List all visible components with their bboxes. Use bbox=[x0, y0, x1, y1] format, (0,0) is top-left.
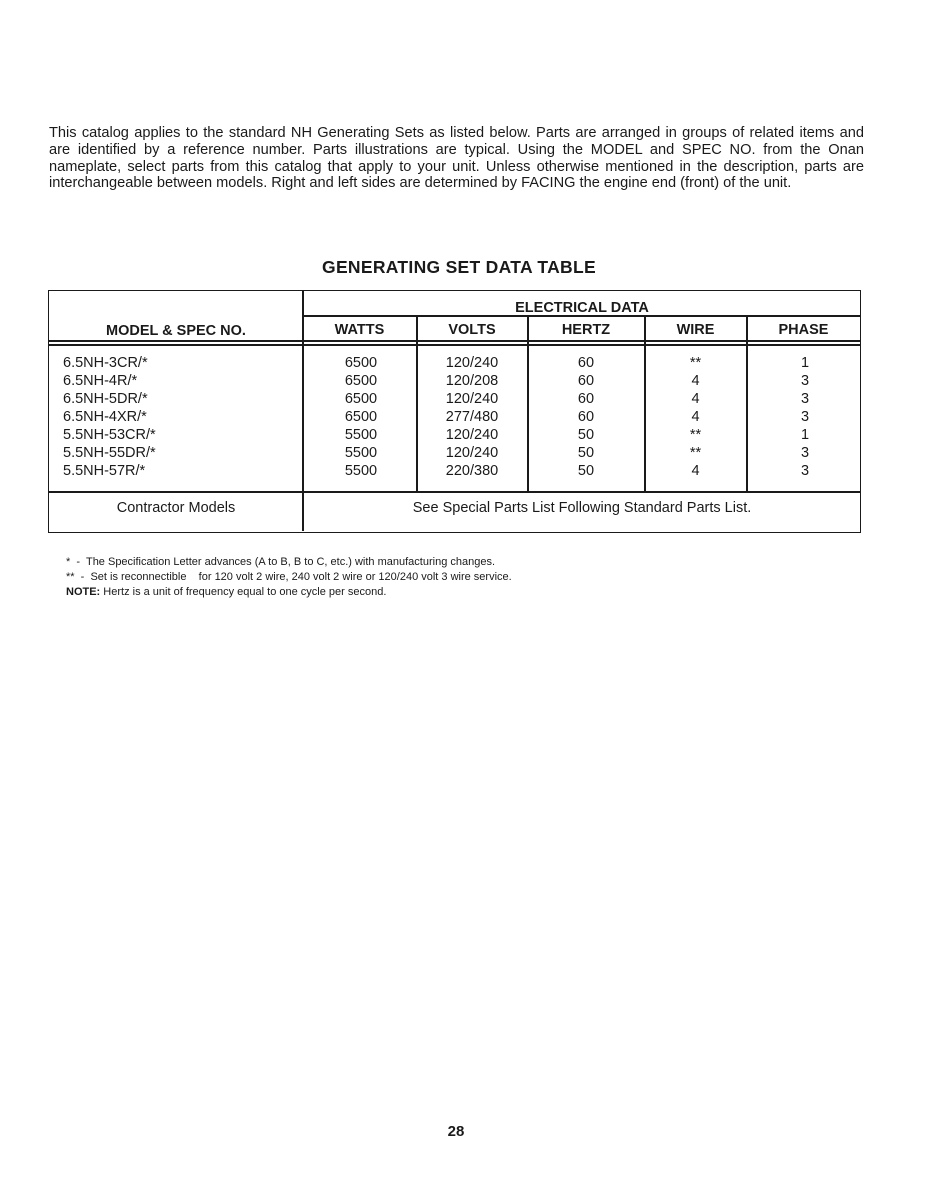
model-column bbox=[63, 354, 156, 480]
table-cell-watts: 6500 bbox=[344, 373, 378, 389]
table-cell-hertz: 50 bbox=[577, 463, 595, 479]
hertz-column bbox=[528, 354, 644, 480]
table-cell-wire: 4 bbox=[691, 391, 700, 407]
table-cell-wire: 4 bbox=[691, 463, 700, 479]
table-cell-hertz: 60 bbox=[577, 373, 595, 389]
divider-footer bbox=[49, 491, 860, 493]
intro-paragraph: This catalog applies to the standard NH Generating Sets as listed below. Parts are arranged in groups of related items and are identified by a reference number. Parts illustrations are typical. Using the MODEL and SPEC NO. from the Onan nameplate, select parts from this catalog that apply to your unit. Unless otherwise mentioned in the description, parts are interchangeable between models. Right and left sides are determined by FACING the engine end (front) of the unit. bbox=[49, 125, 864, 192]
table-cell-model: 5.5NH-57R/* bbox=[63, 463, 146, 479]
table-cell-phase: 3 bbox=[800, 391, 810, 407]
table-cell-volts: 120/240 bbox=[445, 391, 499, 407]
table-cell-watts: 6500 bbox=[344, 391, 378, 407]
model-header-cell bbox=[49, 291, 303, 341]
model-header: MODEL & SPEC NO. bbox=[106, 323, 246, 339]
table-cell-model: 6.5NH-4R/* bbox=[63, 373, 138, 389]
table-cell-hertz: 60 bbox=[577, 391, 595, 407]
table-cell-hertz: 50 bbox=[577, 445, 595, 461]
table-cell-watts: 5500 bbox=[344, 463, 378, 479]
table-cell-volts: 220/380 bbox=[445, 463, 499, 479]
footnote-hertz bbox=[66, 585, 512, 600]
table-cell-wire: 4 bbox=[691, 373, 700, 389]
footnote-reconnectible: ** - Set is reconnectible for 120 volt 2 wire, 240 volt 2 wire or 120/240 volt 3 wire service. bbox=[66, 571, 512, 583]
note-text: Hertz is a unit of frequency equal to one cycle per second. bbox=[100, 586, 387, 598]
table-cell-volts: 120/240 bbox=[445, 355, 499, 371]
generating-set-data-table bbox=[48, 290, 861, 533]
electrical-data-header: ELECTRICAL DATA bbox=[515, 300, 649, 316]
table-cell-wire: ** bbox=[689, 355, 702, 371]
table-cell-phase: 3 bbox=[800, 445, 810, 461]
table-cell-volts: 120/208 bbox=[445, 373, 499, 389]
divider-watts-volts bbox=[416, 315, 418, 491]
table-cell-phase: 3 bbox=[800, 409, 810, 425]
table-cell-model: 6.5NH-3CR/* bbox=[63, 355, 148, 371]
table-cell-watts: 6500 bbox=[344, 355, 378, 371]
table-cell-phase: 1 bbox=[800, 355, 810, 371]
divider-header-bottom-2 bbox=[49, 344, 860, 346]
page-number: 28 bbox=[447, 1123, 465, 1140]
table-cell-volts: 277/480 bbox=[445, 409, 499, 425]
footnote-spec-letter: * - The Specification Letter advances (A to B, B to C, etc.) with manufacturing changes. bbox=[66, 556, 496, 568]
table-cell-model: 6.5NH-4XR/* bbox=[63, 409, 147, 425]
table-cell-wire: 4 bbox=[691, 409, 700, 425]
contractor-models-label: Contractor Models bbox=[116, 500, 236, 516]
table-cell-model: 6.5NH-5DR/* bbox=[63, 391, 148, 407]
wire-column bbox=[645, 354, 746, 480]
footnotes bbox=[66, 555, 512, 600]
watts-column bbox=[319, 354, 403, 480]
volts-column bbox=[434, 354, 510, 480]
special-parts-note: See Special Parts List Following Standard Parts List. bbox=[412, 500, 752, 516]
watts-header: WATTS bbox=[334, 322, 385, 338]
phase-column bbox=[747, 354, 863, 480]
table-cell-hertz: 50 bbox=[577, 427, 595, 443]
note-label: NOTE: bbox=[66, 586, 101, 598]
phase-header: PHASE bbox=[778, 322, 829, 338]
table-cell-watts: 5500 bbox=[344, 445, 378, 461]
hertz-header: HERTZ bbox=[561, 322, 611, 338]
table-cell-model: 5.5NH-55DR/* bbox=[63, 445, 156, 461]
table-cell-watts: 6500 bbox=[344, 409, 378, 425]
table-cell-watts: 5500 bbox=[344, 427, 378, 443]
table-cell-hertz: 60 bbox=[577, 355, 595, 371]
table-cell-model: 5.5NH-53CR/* bbox=[63, 427, 156, 443]
table-title: GENERATING SET DATA TABLE bbox=[322, 257, 596, 277]
table-cell-phase: 3 bbox=[800, 373, 810, 389]
table-cell-volts: 120/240 bbox=[445, 445, 499, 461]
wire-header: WIRE bbox=[676, 322, 715, 338]
volts-header: VOLTS bbox=[448, 322, 496, 338]
table-cell-phase: 1 bbox=[800, 427, 810, 443]
table-cell-wire: ** bbox=[689, 445, 702, 461]
table-cell-volts: 120/240 bbox=[445, 427, 499, 443]
table-cell-wire: ** bbox=[689, 427, 702, 443]
table-cell-hertz: 60 bbox=[577, 409, 595, 425]
table-cell-phase: 3 bbox=[800, 463, 810, 479]
